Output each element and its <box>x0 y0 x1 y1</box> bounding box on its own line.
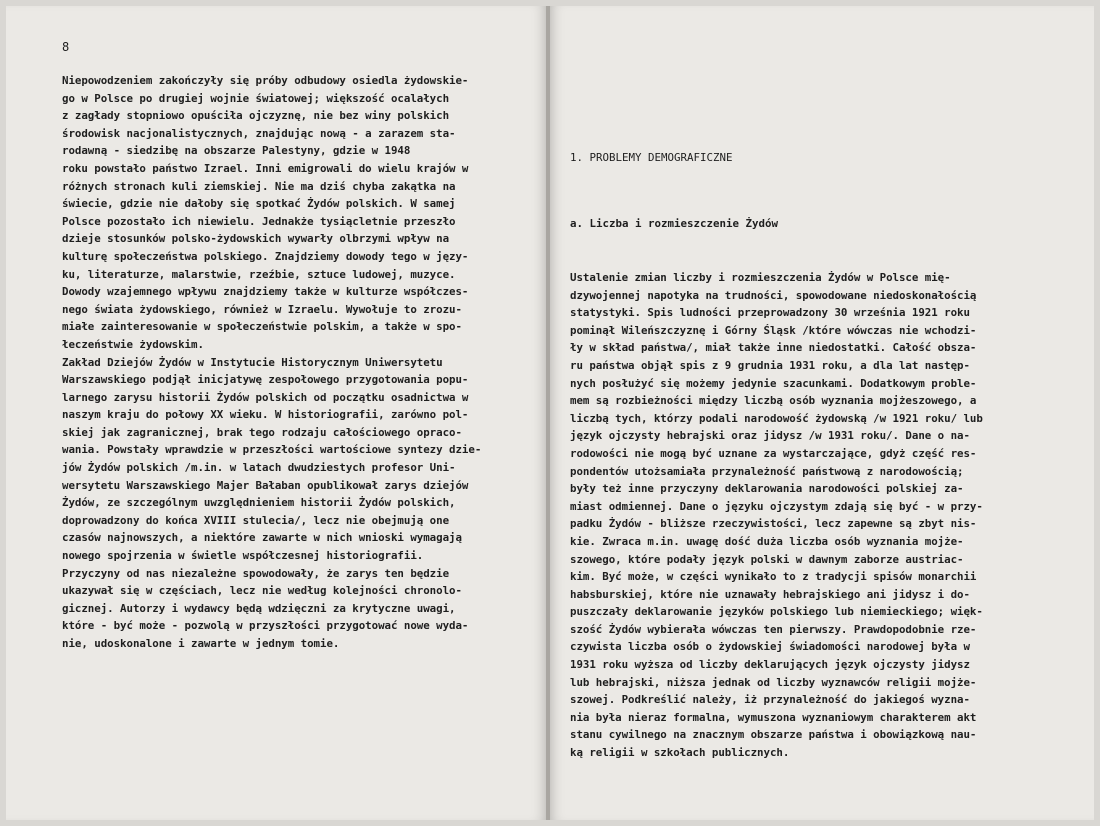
text-line: pominął Wileńszczyznę i Górny Śląsk /które wówczas nie wchodzi- <box>570 323 977 337</box>
text-line: doprowadzony do końca XVIII stulecia/, lecz nie obejmują one <box>62 513 450 527</box>
text-line: środowisk nacjonalistycznych, znajdując nową - a zarazem sta- <box>62 126 456 140</box>
text-line: larnego zarysu historii Żydów polskich od początku osadnictwa w <box>62 390 469 404</box>
text-line: Przyczyny od nas niezależne spowodowały, że zarys ten będzie <box>62 566 450 580</box>
text-line: różnych stronach kuli ziemskiej. Nie ma dziś chyba zakątka na <box>62 179 456 193</box>
text-line: czasów najnowszych, a niektóre zawarte w nich wnioski wymagają <box>62 531 462 545</box>
text-line: szowej. Podkreślić należy, iż przynależność do jakiegoś wyzna- <box>570 693 970 707</box>
text-line: dzieje stosunków polsko-żydowskich wywarły olbrzymi wpływ na <box>62 232 450 246</box>
text-line: habsburskiej, które nie uznawały hebrajskiego ani jidysz i do- <box>570 587 970 601</box>
text-line: były też inne przyczyny deklarowania narodowości polskiej za- <box>570 482 964 496</box>
text-line: Ustalenie zmian liczby i rozmieszczenia Żydów w Polsce mię- <box>570 271 951 284</box>
text-line: ką religii w szkołach publicznych. <box>570 746 790 760</box>
text-line: kulturę społeczeństwa polskiego. Znajdziemy dowody tego w języ- <box>62 249 469 263</box>
text-line: nia była nieraz formalna, wymuszona wyznaniowym charakterem akt <box>570 710 977 724</box>
text-line: wersytetu Warszawskiego Majer Bałaban opublikował zarys dziejów <box>62 478 469 492</box>
text-line: statystyki. Spis ludności przeprowadzony 30 września 1921 roku <box>570 306 970 320</box>
text-line: jów Żydów polskich /m.in. w latach dwudziestych profesor Uni- <box>62 461 456 475</box>
text-line: miast odmiennej. Dane o języku ojczystym zdają się być - w przy- <box>570 499 983 513</box>
text-line: kim. Być może, w części wynikało to z tradycji spisów monarchii <box>570 570 977 584</box>
text-line: Niepowodzeniem zakończyły się próby odbudowy osiedla żydowskie- <box>62 74 469 87</box>
text-line: Zakład Dziejów Żydów w Instytucie Historycznym Uniwersytetu <box>62 355 443 369</box>
left-page <box>6 6 546 820</box>
text-line: które - być może - pozwolą w przyszłości przygotować nowe wyda- <box>62 619 469 633</box>
text-line: 1931 roku wyższa od liczby deklarujących język ojczysty jidysz <box>570 658 970 672</box>
text-line: puszczały deklarowanie języków polskiego lub niemieckiego; więk- <box>570 605 983 619</box>
right-page <box>550 6 1094 820</box>
text-line: lub hebrajski, niższa jednak od liczby wyznawców religii mojże- <box>570 675 977 689</box>
text-line: mem są rozbieżności między liczbą osób wyznania mojżeszowego, a <box>570 394 977 408</box>
subsection-heading: a. Liczba i rozmieszczenie Żydów <box>570 217 779 230</box>
text-line: Polsce pozostało ich niewielu. Jednakże tysiącletnie przeszło <box>62 214 456 228</box>
text-line: ku, literaturze, malarstwie, rzeźbie, sztuce ludowej, muzyce. <box>62 267 456 281</box>
text-line: skiej jak zagranicznej, brak tego rodzaju całościowego opraco- <box>62 425 462 439</box>
text-line: szowego, które podały język polski w dawnym zaborze austriac- <box>570 552 964 566</box>
text-line: miałe zainteresowanie w społeczeństwie polskim, a także w spo- <box>62 320 462 334</box>
text-line: kie. Zwraca m.in. uwagę dość duża liczba osób wyznania mojże- <box>570 534 964 548</box>
text-line: szość Żydów wybierała wówczas ten pierwszy. Prawdopodobnie rze- <box>570 622 977 636</box>
page-number: 8 <box>62 40 70 54</box>
text-line: ru państwa objął spis z 9 grudnia 1931 roku, a dla lat następ- <box>570 358 970 372</box>
text-line: nych posłużyć się możemy jedynie szacunkami. Dodatkowym proble- <box>570 376 977 390</box>
text-line: z zagłady stopniowo opuściła ojczyznę, nie bez winy polskich <box>62 109 450 123</box>
left-page-text <box>62 72 524 653</box>
text-line: łeczeństwie żydowskim. <box>62 337 204 351</box>
right-page-text <box>570 269 1038 762</box>
text-line: naszym kraju do połowy XX wieku. W historiografii, zarówno pol- <box>62 408 469 422</box>
text-line: ukazywał się w częściach, lecz nie według kolejności chronolo- <box>62 584 462 598</box>
text-line: nowego spojrzenia w świetle współczesnej historiografii. <box>62 549 424 563</box>
text-line: go w Polsce po drugiej wojnie światowej; większość ocalałych <box>62 91 450 105</box>
text-line: język ojczysty hebrajski oraz jidysz /w 1931 roku/. Dane o na- <box>570 429 970 443</box>
text-line: roku powstało państwo Izrael. Inni emigrowali do wielu krajów w <box>62 161 469 175</box>
text-line: czywista liczba osób o żydowskiej świadomości narodowej była w <box>570 640 970 654</box>
text-line: liczbą tych, którzy podali narodowość żydowską /w 1921 roku/ lub <box>570 411 983 425</box>
text-line: dzywojennej napotyka na trudności, spowodowane niedoskonałością <box>570 288 977 302</box>
text-line: padku Żydów - bliższe rzeczywistości, lecz zapewne są zbyt nis- <box>570 517 977 531</box>
text-line: Dowody wzajemnego wpływu znajdziemy także w kulturze współczes- <box>62 285 469 299</box>
text-line: stanu cywilnego na znacznym obszarze państwa i obowiązkową nau- <box>570 728 977 742</box>
text-line: rodowości nie mogą być uznane za wystarczające, gdyż część res- <box>570 446 977 460</box>
text-line: gicznej. Autorzy i wydawcy będą wdzięczni za krytyczne uwagi, <box>62 601 456 615</box>
section-heading: 1. PROBLEMY DEMOGRAFICZNE <box>570 151 733 164</box>
text-line: Warszawskiego podjął inicjatywę zespołowego przygotowania popu- <box>62 373 469 387</box>
text-line: pondentów utożsamiała przynależność państwową z narodowością; <box>570 464 964 478</box>
text-line: świecie, gdzie nie dałoby się spotkać Żydów polskich. W samej <box>62 197 456 211</box>
text-line: Żydów, ze szczególnym uwzględnieniem historii Żydów polskich, <box>62 496 456 510</box>
text-line: nie, udoskonalone i zawarte w jednym tomie. <box>62 637 340 650</box>
text-line: wania. Powstały wprawdzie w przeszłości wartościowe syntezy dzie- <box>62 443 482 457</box>
text-line: ły w skład państwa/, miał także inne niedostatki. Całość obsza- <box>570 341 977 355</box>
text-line: nego świata żydowskiego, również w Izraelu. Wywołuje to zrozu- <box>62 302 462 316</box>
text-line: rodawną - siedzibę na obszarze Palestyny, gdzie w 1948 <box>62 144 411 158</box>
